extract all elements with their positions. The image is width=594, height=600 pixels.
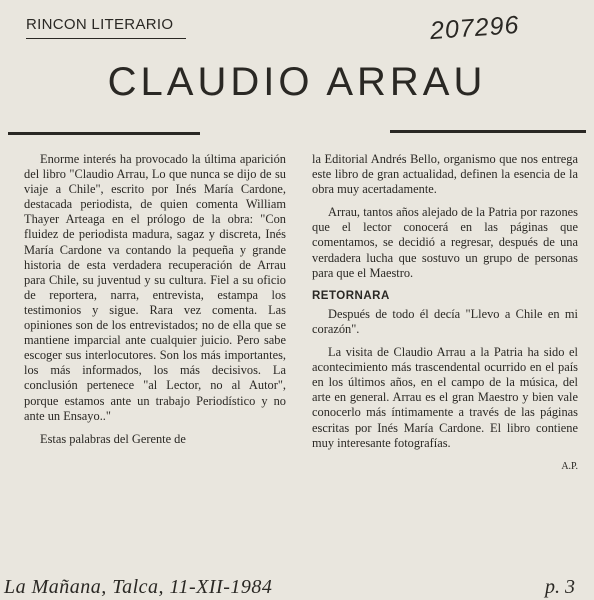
subheading: RETORNARA bbox=[312, 289, 390, 302]
paragraph: Estas palabras del Gerente de bbox=[40, 431, 186, 446]
handwritten-source-note: La Mañana, Talca, 11-XII-1984 bbox=[4, 576, 273, 598]
paragraph: Enorme interés ha provocado la última aparición del libro "Claudio Arrau, Lo que nunca se dijo de su viaje a Chile", escrito por Inés María Cardone, destacada periodista, de quien comenta William Thayer Arteaga en el prólogo de la obra: "Con fluidez de periodista madura, sagaz y discreta, Inés María Cardone va contando la pequeña y grande historia de esta verdadera recuperación de Arrau para Chile, su juventud y su cultura. Fiel a su oficio de reportera, narra, entrevista, estampa los testimonios y sigue. Rara vez comenta. Las opiniones son de los entrevistados; no de ella que se mantiene imparcial ante cualquier juicio. Pero sabe escoger sus interlocutores. Son los más importantes, los más informados, los más decisivos. La conclusión pertenece "al Lector, no al Autor", porque estamos ante un trabajo Periodístico y no ante un Ensayo.." bbox=[24, 152, 286, 423]
handwritten-page-number: p. 3 bbox=[545, 576, 575, 598]
article-column-left bbox=[24, 152, 286, 455]
paragraph: Arrau, tantos años alejado de la Patria por razones que el lector conocerá en las páginas que comentamos, se decidió a regresar, después de una verdadera lucha que sostuvo un grupo de personas para que el Maestro. bbox=[312, 205, 578, 280]
author-signature: A.P. bbox=[561, 460, 578, 472]
paragraph: Después de todo él decía "Llevo a Chile en mi corazón". bbox=[312, 306, 578, 336]
archive-number: 207296 bbox=[429, 10, 521, 46]
headline-rule-right bbox=[390, 130, 586, 133]
article-headline: CLAUDIO ARRAU bbox=[107, 60, 487, 104]
article-column-right bbox=[312, 152, 578, 482]
paragraph: La visita de Claudio Arrau a la Patria ha sido el acontecimiento más trascendental ocurrido en el país en los últimos años, en el campo de la música, del arte en general. Arrau es el gran Maestro y bien vale conocerlo más íntimamente a través de las páginas escritas por Inés María Cardone. El libro contiene muy interesante fotografías. bbox=[312, 345, 578, 450]
section-label-underline bbox=[26, 38, 186, 39]
headline-rule-left bbox=[8, 132, 200, 135]
section-label: RINCON LITERARIO bbox=[26, 16, 174, 33]
paragraph: la Editorial Andrés Bello, organismo que nos entrega este libro de gran actualidad, definen la esencia de la obra muy acertadamente. bbox=[312, 152, 578, 197]
